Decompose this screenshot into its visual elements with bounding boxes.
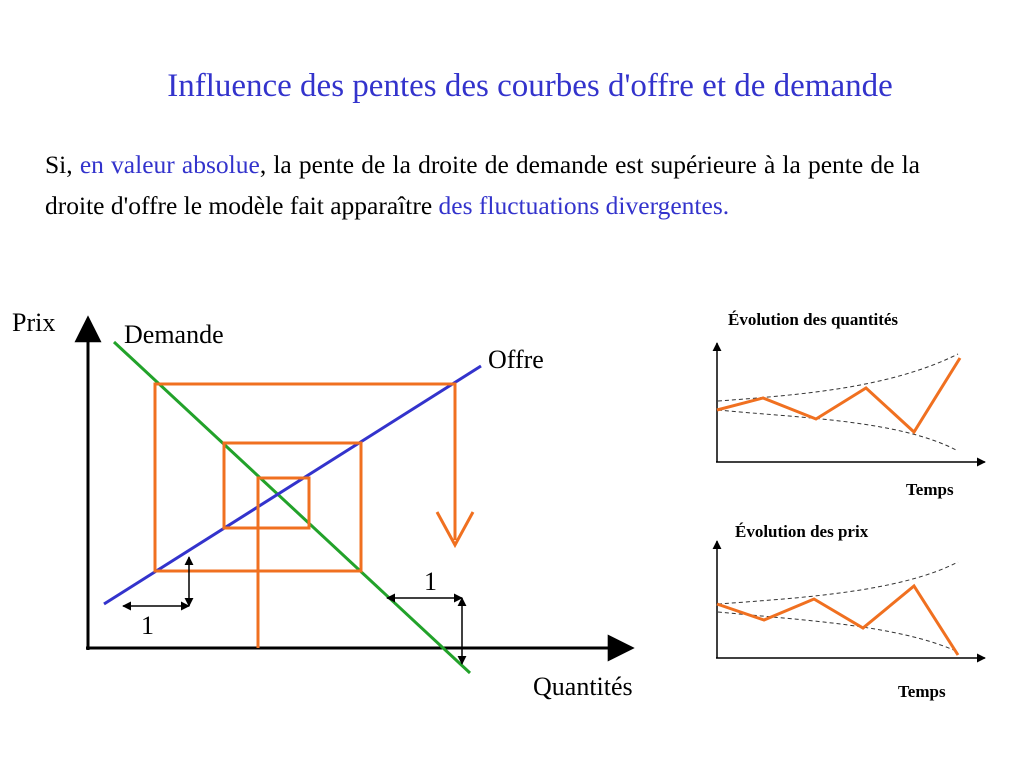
paragraph-part-1: Si, <box>45 150 80 179</box>
quantities-chart-title: Évolution des quantités <box>728 310 899 329</box>
quantities-upper-envelope <box>718 354 958 401</box>
paragraph-part-3: , la pente de la droite de demande est supérieure à la pente de la droite d'offre le modèle fait apparaître <box>45 150 920 220</box>
slide-title: Influence des pentes des courbes d'offre et de demande <box>167 68 893 104</box>
unit-label-demand: 1 <box>424 567 437 596</box>
quantities-chart-x-label: Temps <box>906 480 954 499</box>
demand-line <box>114 342 470 673</box>
prices-series-line <box>717 586 958 655</box>
prices-chart-title: Évolution des prix <box>735 522 869 541</box>
unit-label-supply: 1 <box>141 611 154 640</box>
prices-chart <box>716 541 985 658</box>
demand-label: Demande <box>124 320 224 349</box>
quantities-lower-envelope <box>718 410 958 451</box>
y-axis-label: Prix <box>12 308 56 337</box>
paragraph-highlight-absolute-value: en valeur absolue <box>79 150 260 179</box>
x-axis-label: Quantités <box>533 672 633 701</box>
paragraph-highlight-divergent: des fluctuations divergentes. <box>438 191 730 220</box>
quantities-chart <box>716 343 985 462</box>
supply-label: Offre <box>488 345 544 374</box>
prices-chart-x-label: Temps <box>898 682 946 701</box>
